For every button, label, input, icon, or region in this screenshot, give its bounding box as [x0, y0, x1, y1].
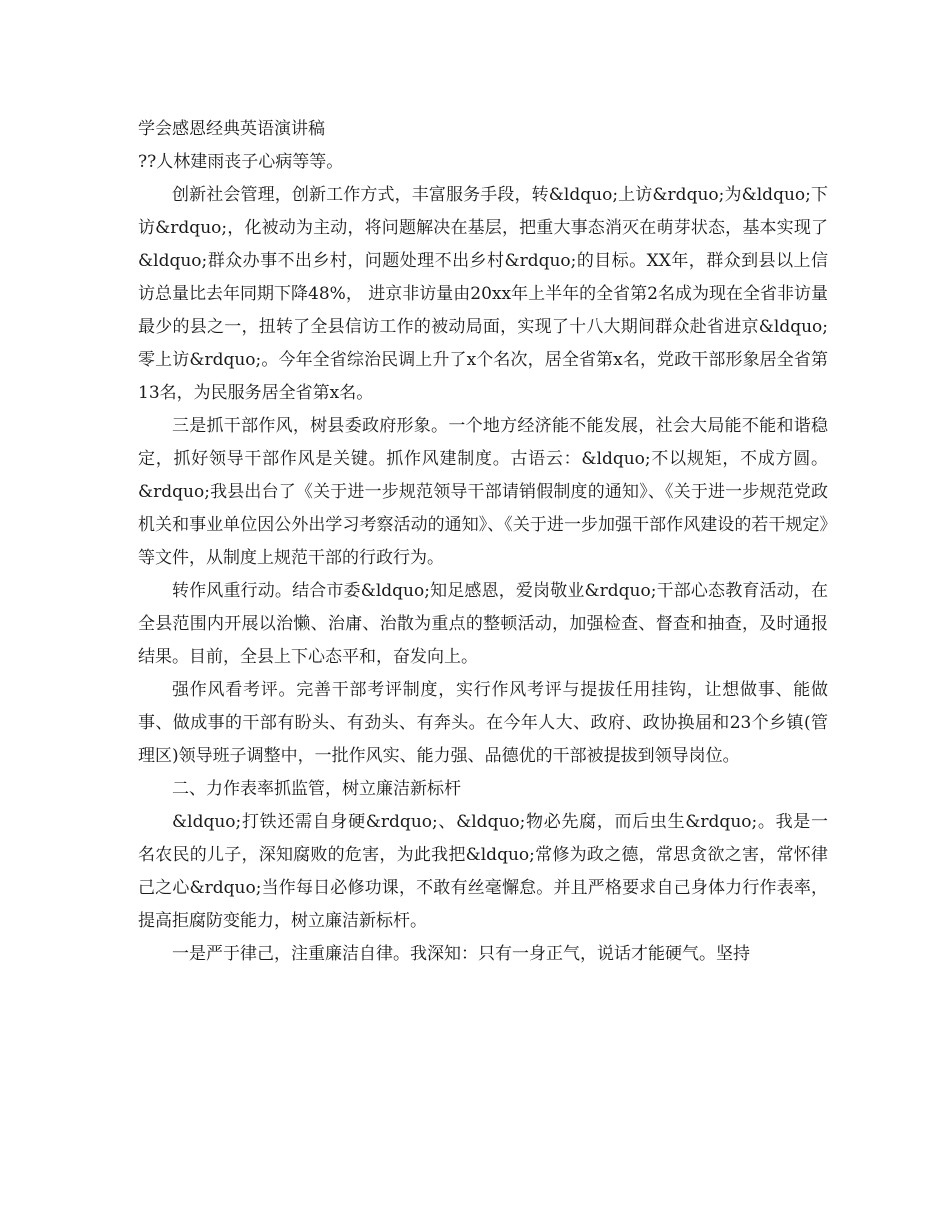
document-first-line: ??人林建雨丧子心病等等。 [138, 152, 344, 172]
paragraph-2: 三是抓干部作风，树县委政府形象。一个地方经济能不能发展，社会大局能不能和谐稳定，抓好领导干部作风是关键。抓作风建制度。古语云：&ldquo;不以规矩，不成方圆。&rdquo;我县出台了《关于进一步规范领导干部请销假制度的通知》、《关于进一步规范党政机关和事业单位因公外出学习考察活动的通知》、《关于进一步加强干部作风建设的若干规定》等文件，从制度上规范干部的行政行为。 [138, 416, 828, 568]
document-title: 学会感恩经典英语演讲稿 [138, 119, 325, 139]
paragraph-6: 一是严于律己，注重廉洁自律。我深知：只有一身正气，说话才能硬气。坚持 [172, 944, 750, 964]
document-page [138, 113, 828, 971]
paragraph-3: 转作风重行动。结合市委&ldquo;知足感恩，爱岗敬业&rdquo;干部心态教育活动，在全县范围内开展以治懒、治庸、治散为重点的整顿活动，加强检查、督查和抽查，及时通报结果。目前，全县上下心态平和，奋发向上。 [138, 581, 828, 667]
section-heading: 二、力作表率抓监管，树立廉洁新标杆 [172, 779, 461, 799]
paragraph-5: &ldquo;打铁还需自身硬&rdquo;、&ldquo;物必先腐，而后虫生&rdquo;。我是一名农民的儿子，深知腐败的危害，为此我把&ldquo;常修为政之德，常思贪欲之害，常怀律己之心&rdquo;当作每日必修功课，不敢有丝毫懈怠。并且严格要求自己身体力行作表率，提高拒腐防变能力，树立廉洁新标杆。 [138, 812, 828, 931]
paragraph-1: 创新社会管理，创新工作方式，丰富服务手段，转&ldquo;上访&rdquo;为&ldquo;下访&rdquo;，化被动为主动，将问题解决在基层，把重大事态消灭在萌芽状态，基本实现了&ldquo;群众办事不出乡村，问题处理不出乡村&rdquo;的目标。XX年，群众到县以上信访总量比去年同期下降48%， 进京非访量由20xx年上半年的全省第2名成为现在全省非访量最少的县之一，扭转了全县信访工作的被动局面，实现了十八大期间群众赴省进京&ldquo;零上访&rdquo;。今年全省综治民调上升了x个名次，居全省第x名，党政干部形象居全省第13名，为民服务居全省第x名。 [138, 185, 828, 403]
paragraph-4: 强作风看考评。完善干部考评制度，实行作风考评与提拔任用挂钩，让想做事、能做事、做成事的干部有盼头、有劲头、有奔头。在今年人大、政府、政协换届和23个乡镇(管理区)领导班子调整中，一批作风实、能力强、品德优的干部被提拔到领导岗位。 [138, 680, 828, 766]
